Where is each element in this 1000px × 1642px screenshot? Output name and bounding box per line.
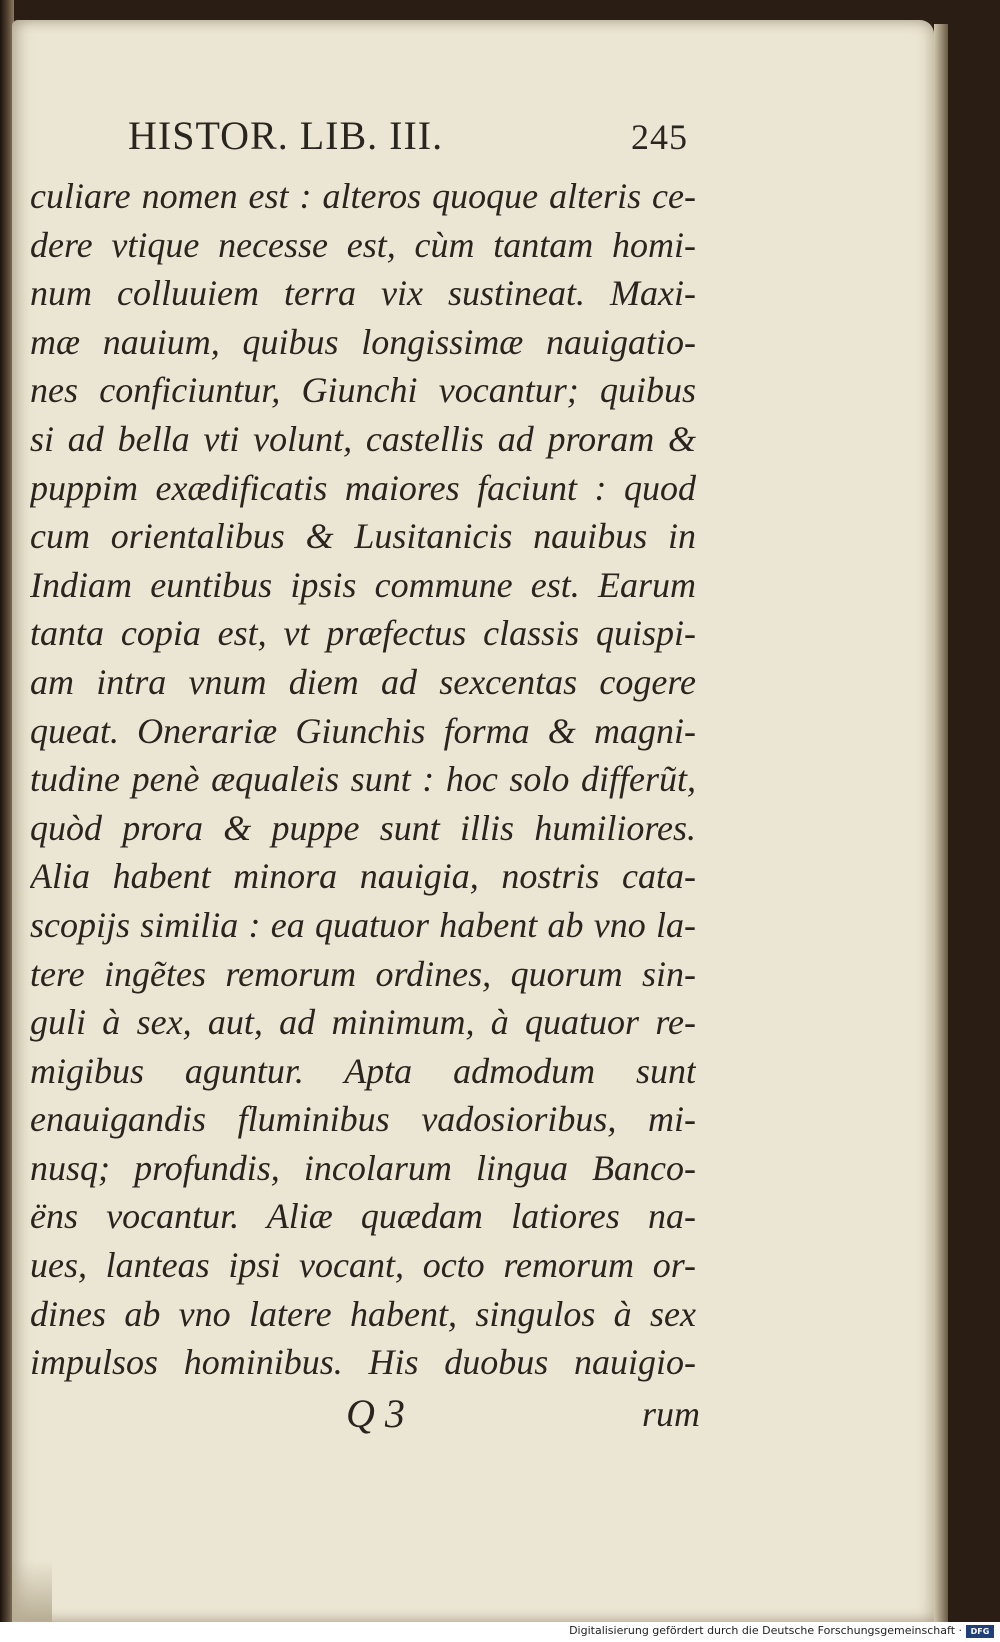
- text-line: puppim exædificatis maiores faciunt : quod: [30, 467, 696, 508]
- text-line: queat. Onerariæ Giunchis forma & magni-: [30, 710, 696, 751]
- text-line: nes conficiuntur, Giunchi vocantur; quibus: [30, 370, 696, 411]
- page-edge: [934, 24, 948, 1622]
- signature-mark: Q 3: [346, 1391, 405, 1436]
- text-line: si ad bella vti volunt, castellis ad proram &: [30, 418, 696, 459]
- page-number: 245: [631, 117, 688, 157]
- text-line: impulsos hominibus. His duobus nauigio-: [30, 1342, 696, 1383]
- text-line: quòd prora & puppe sunt illis humiliores.: [30, 807, 696, 848]
- page-wear: [12, 1560, 52, 1622]
- catchword: rum: [641, 1394, 700, 1434]
- text-line: culiare nomen est : alteros quoque alteris ce-: [30, 176, 696, 216]
- text-line: dines ab vno latere habent, singulos à sex: [30, 1293, 696, 1334]
- text-line: guli à sex, aut, ad minimum, à quatuor re-: [30, 1002, 696, 1043]
- text-line: cum orientalibus & Lusitanicis nauibus in: [30, 516, 696, 557]
- dfg-logo: DFG: [966, 1625, 994, 1638]
- text-line: ues, lanteas ipsi vocant, octo remorum or-: [30, 1245, 696, 1286]
- text-line: nusq; profundis, incolarum lingua Banco-: [30, 1147, 696, 1188]
- text-line: num colluuiem terra vix sustineat. Maxi-: [30, 273, 696, 314]
- text-line: enauigandis fluminibus vadosioribus, mi-: [30, 1099, 696, 1140]
- text-line: dere vtique necesse est, cùm tantam homi-: [30, 224, 696, 265]
- running-head: [128, 112, 688, 162]
- text-line: Alia habent minora nauigia, nostris cata-: [30, 856, 696, 897]
- text-line: tanta copia est, vt præfectus classis quispi-: [30, 613, 696, 654]
- text-line: am intra vnum diem ad sexcentas cogere: [30, 661, 696, 702]
- footer-credit: Digitalisierung gefördert durch die Deutsche Forschungsgemeinschaft ·: [569, 1624, 962, 1637]
- text-line: mæ nauium, quibus longissimæ nauigatio-: [30, 321, 696, 362]
- text-line: Indiam euntibus ipsis commune est. Earum: [30, 564, 696, 605]
- text-line: scopijs similia : ea quatuor habent ab vno la-: [30, 904, 696, 945]
- text-block: [30, 172, 696, 1387]
- running-title: HISTOR. LIB. III.: [128, 113, 444, 158]
- text-line: migibus aguntur. Apta admodum sunt: [30, 1050, 696, 1091]
- text-line: ëns vocantur. Aliæ quædam latiores na-: [30, 1196, 696, 1237]
- text-line: tudine penè æqualeis sunt : hoc solo differũt,: [30, 759, 696, 800]
- text-line: tere ingẽtes remorum ordines, quorum sin-: [30, 953, 696, 994]
- footer-bar: [0, 1622, 1000, 1642]
